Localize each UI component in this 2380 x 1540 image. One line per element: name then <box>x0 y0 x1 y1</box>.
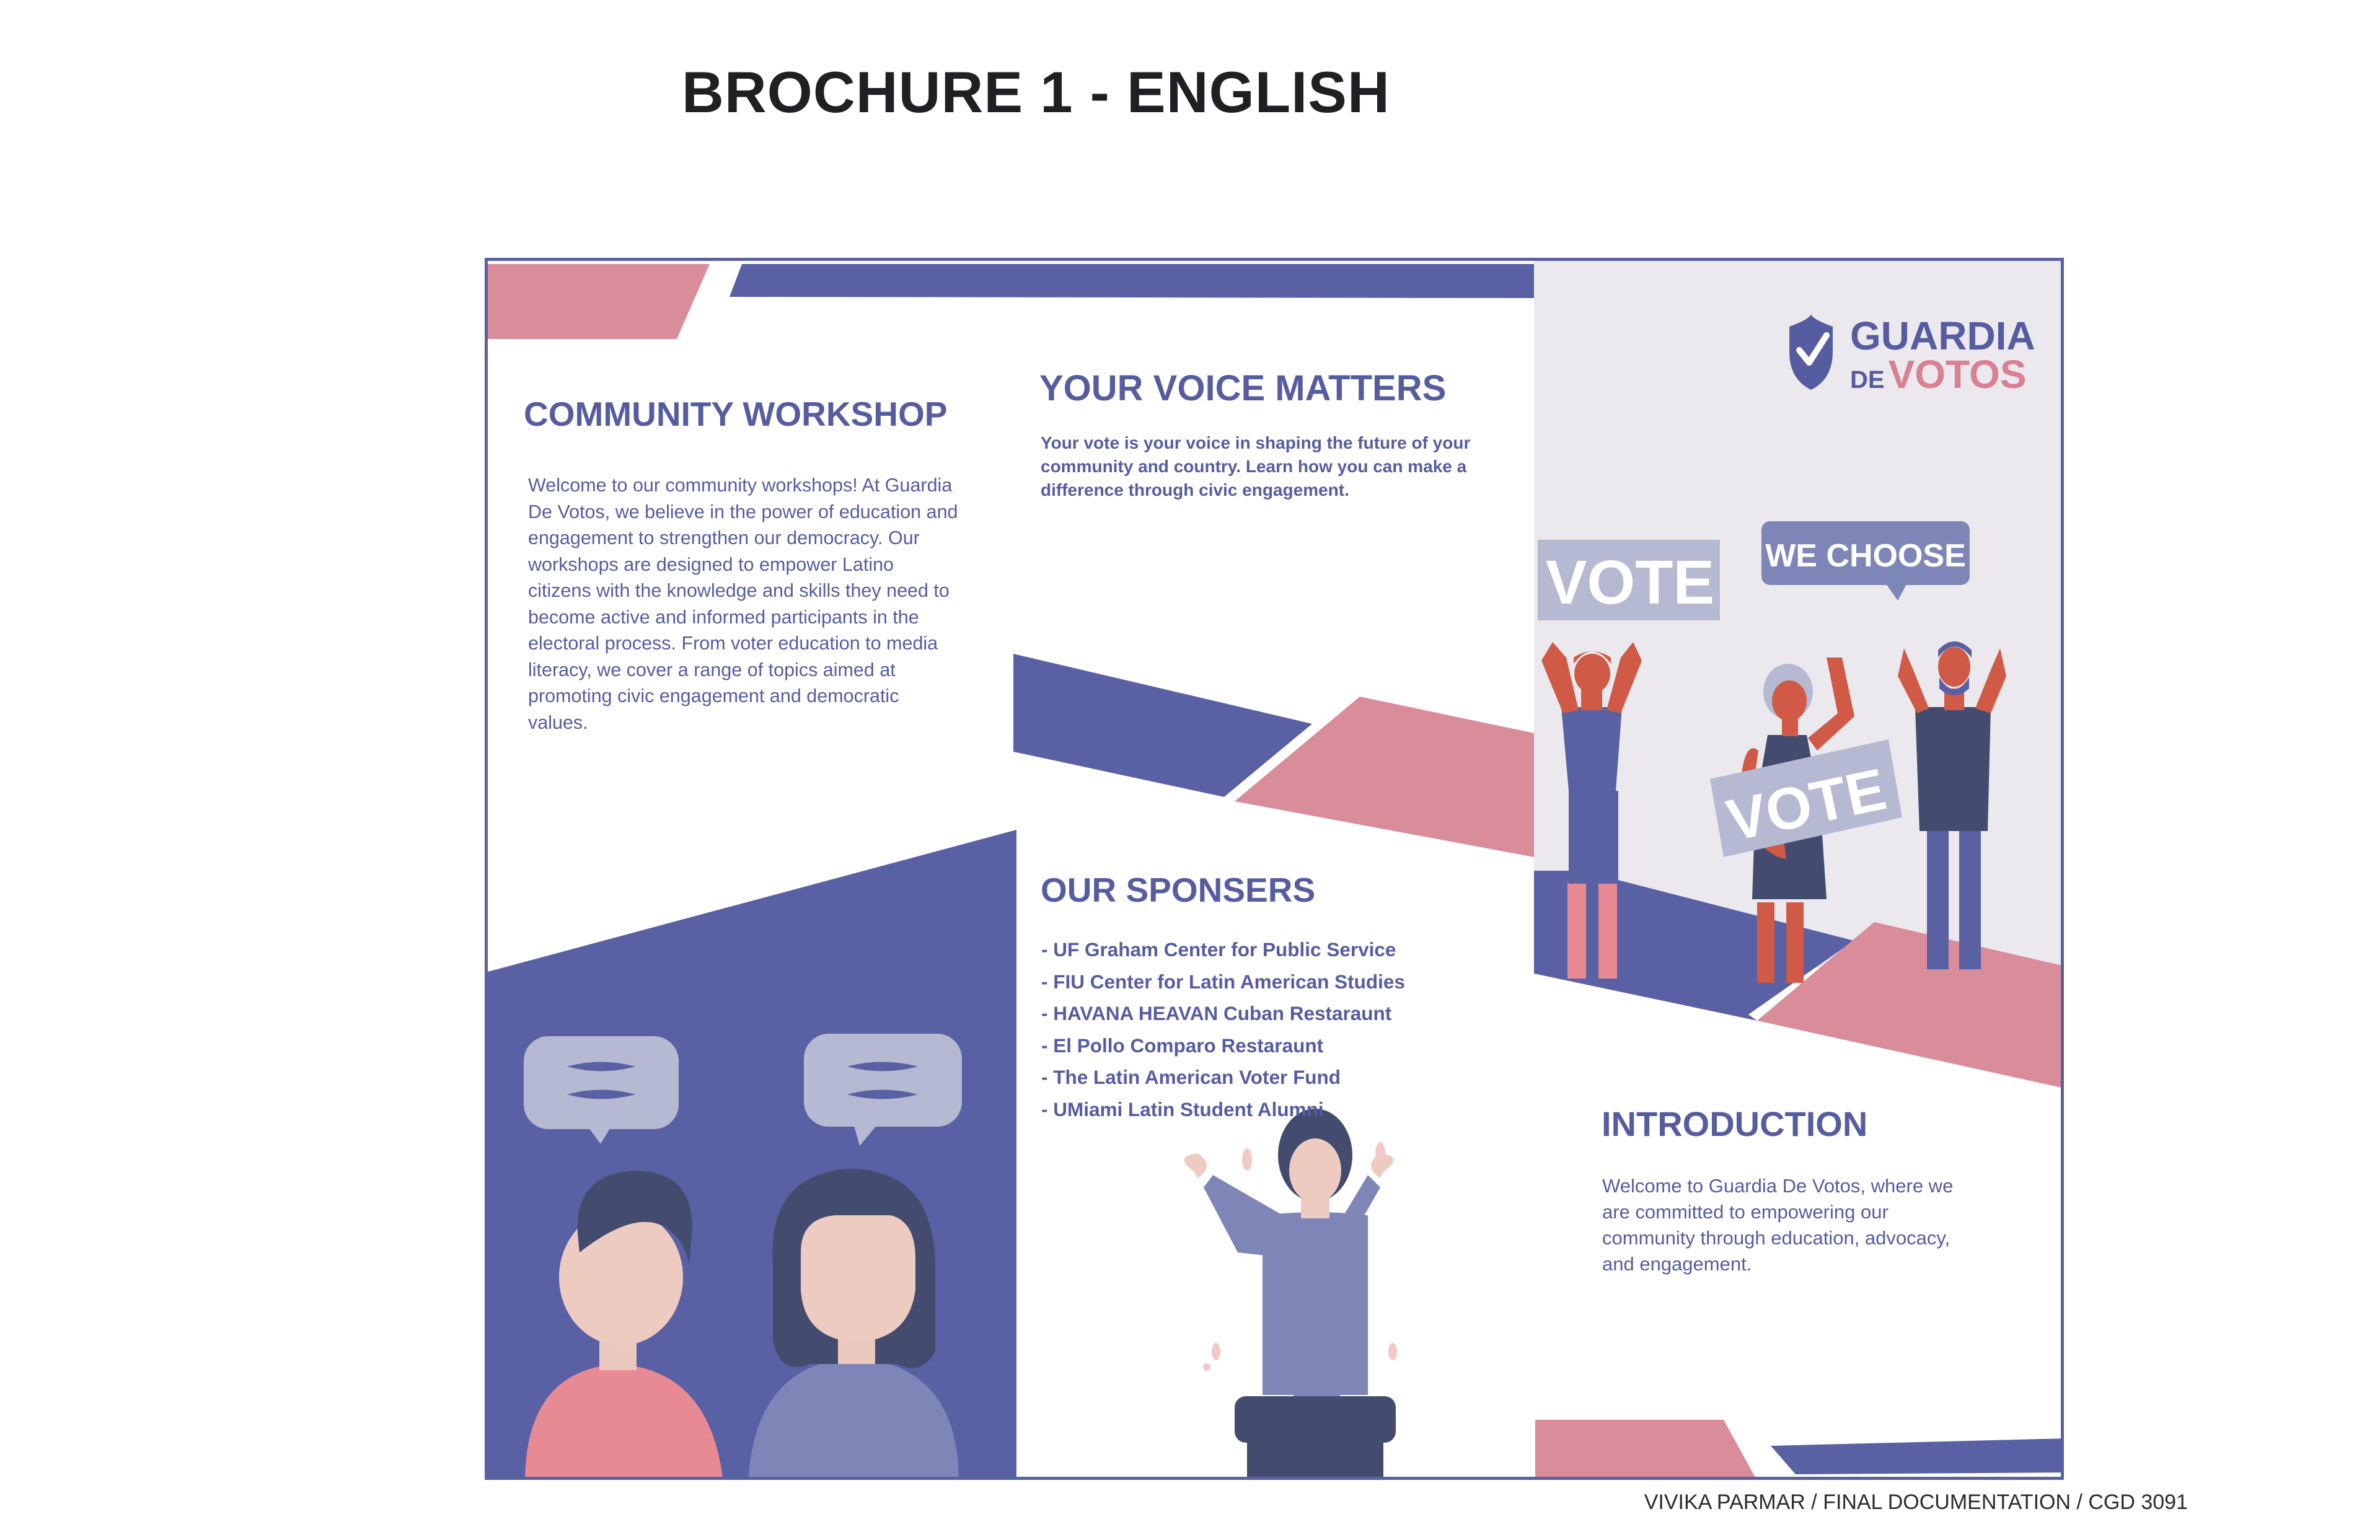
blue-stripe-top <box>729 264 1534 298</box>
sponsor-item: - FIU Center for Latin American Studies <box>1041 970 1405 993</box>
sponsors-heading: OUR SPONSERS <box>1041 871 1316 909</box>
sponsor-item: - HAVANA HEAVAN Cuban Restaraunt <box>1041 1002 1392 1024</box>
shield-check-icon <box>1789 314 1833 390</box>
logo-prefix: DE <box>1850 366 1885 394</box>
speaker-podium-icon <box>1184 1109 1397 1480</box>
sponsor-item: - UMiami Latin Student Alumni <box>1041 1098 1324 1120</box>
sponsors-list <box>1041 934 1405 1125</box>
logo-line2 <box>1850 352 2035 399</box>
logo-text <box>1850 314 2035 399</box>
your-voice-text: Your vote is your voice in shaping the future of your community and country. Learn how you can make a difference through civic engagement. <box>1041 433 1471 499</box>
introduction-heading: INTRODUCTION <box>1602 1104 1868 1143</box>
sponsor-item: - The Latin American Voter Fund <box>1041 1066 1341 1088</box>
pink-stripe-bottom <box>1535 1420 1758 1480</box>
vote-sign-text-2: VOTE <box>1721 756 1892 854</box>
your-voice-heading: YOUR VOICE MATTERS <box>1039 368 1447 408</box>
logo-line1: GUARDIA <box>1850 314 2035 358</box>
community-workshop-text: Welcome to our community workshops! At Guardia De Votos, we believe in the power of education and engagement to strengthen our democracy. Our workshops are designed to empower Latino citizens with the knowledge and skills they need to become active and informed participants in the electoral process. From voter education to media literacy, we cover a range of topics aimed at promoting civic engagement and democratic values. <box>528 475 958 733</box>
introduction-text: Welcome to Guardia De Votos, where we are committed to empowering our community through education, advocacy, and engagement. <box>1602 1175 1954 1275</box>
brochure <box>485 258 2064 1480</box>
pink-stripe-top-left <box>488 264 710 339</box>
sponsor-item: - UF Graham Center for Public Service <box>1041 938 1396 961</box>
speech-bubble-icon <box>524 1036 679 1144</box>
sponsor-item: - El Pollo Comparo Restaraunt <box>1041 1034 1324 1057</box>
page-title: BROCHURE 1 - ENGLISH <box>682 59 1390 125</box>
footer-credit: VIVIKA PARMAR / FINAL DOCUMENTATION / CGD 3091 <box>1644 1490 2188 1514</box>
we-choose-sign-text: WE CHOOSE <box>1765 538 1966 574</box>
logo-votos: VOTOS <box>1888 352 2027 397</box>
vote-sign-text-1: VOTE <box>1545 548 1715 617</box>
community-workshop-heading: COMMUNITY WORKSHOP <box>524 395 948 433</box>
